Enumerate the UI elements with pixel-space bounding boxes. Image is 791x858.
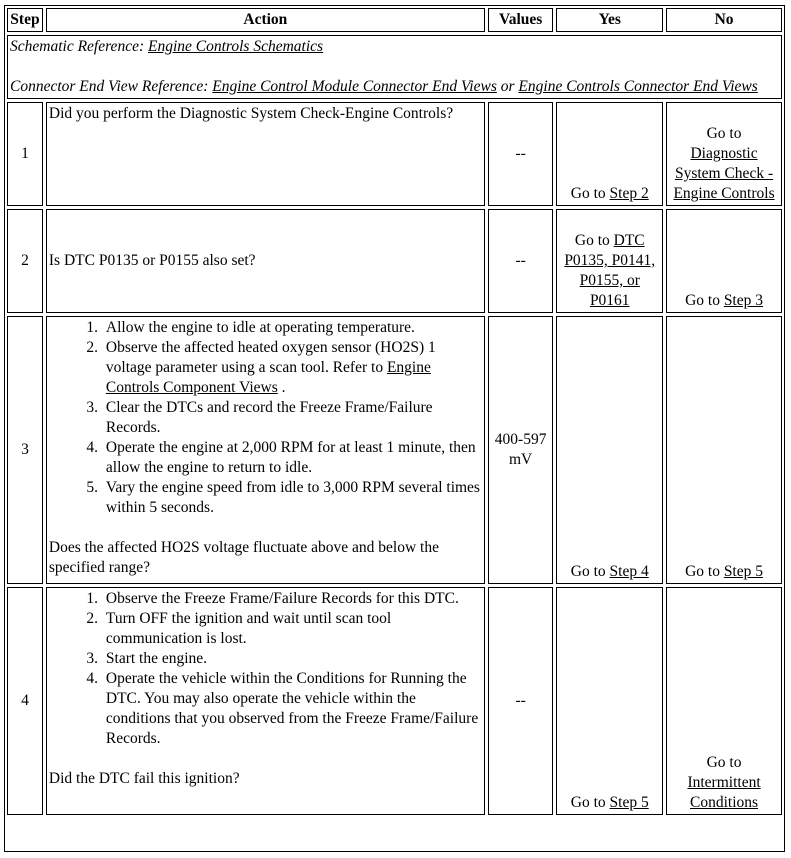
schematic-reference <box>10 37 779 57</box>
header-action: Action <box>46 8 485 32</box>
ecm-connector-end-views-link[interactable]: Engine Control Module Connector End Views <box>212 78 497 95</box>
yes-prefix: Go to <box>570 185 610 202</box>
step-no <box>666 102 782 206</box>
step-number: 3 <box>7 316 43 584</box>
step-action: Did you perform the Diagnostic System Check-Engine Controls? <box>46 102 485 206</box>
header-yes: Yes <box>556 8 663 32</box>
list-item-suffix: . <box>277 379 286 396</box>
yes-link[interactable]: DTC P0135, P0141, P0155, or P0161 <box>564 232 656 309</box>
step-number: 1 <box>7 102 43 206</box>
step-question: Did the DTC fail this ignition? <box>48 770 240 787</box>
list-item: 3. Start the engine. <box>102 649 482 669</box>
header-step: Step <box>7 8 43 32</box>
header-values: Values <box>488 8 554 32</box>
no-link[interactable]: Step 5 <box>723 563 763 580</box>
step-values: -- <box>488 102 554 206</box>
no-link[interactable]: Diagnostic System Check - Engine Controls <box>673 145 775 202</box>
list-item: 4. Operate the vehicle within the Conditions for Running the DTC. You may also operate the vehicle within the conditions that you observed from the Freeze Frame/Failure Records. <box>102 669 482 749</box>
step-yes <box>556 316 663 584</box>
list-item: 4. Operate the engine at 2,000 RPM for at least 1 minute, then allow the engine to return to idle. <box>102 438 482 478</box>
list-item-text: Observe the affected heated oxygen sensor (HO2S) 1 voltage parameter using a scan tool. Refer to <box>105 339 436 376</box>
yes-link[interactable]: Step 2 <box>609 185 649 202</box>
step-no <box>666 587 782 815</box>
step-yes <box>556 587 663 815</box>
step-4-list <box>49 589 482 749</box>
yes-prefix: Go to <box>570 794 610 811</box>
step-values: -- <box>488 209 554 313</box>
step-values: -- <box>488 587 554 815</box>
schematic-reference-link[interactable]: Engine Controls Schematics <box>148 38 324 55</box>
step-3-list <box>49 318 482 518</box>
list-item <box>102 338 482 398</box>
step-yes <box>556 209 663 313</box>
step-values: 400-597 mV <box>488 316 554 584</box>
no-prefix: Go to <box>706 125 742 142</box>
connector-reference <box>10 77 779 97</box>
engine-controls-connector-end-views-link[interactable]: Engine Controls Connector End Views <box>518 78 758 95</box>
step-action <box>46 316 485 584</box>
no-prefix: Go to <box>685 563 724 580</box>
component-views-link[interactable]: Engine Controls Component Views <box>105 359 431 396</box>
list-item: 2. Turn OFF the ignition and wait until scan tool communication is lost. <box>102 609 482 649</box>
step-action: Is DTC P0135 or P0155 also set? <box>46 209 485 313</box>
connector-or-text: or <box>496 78 519 95</box>
yes-prefix: Go to <box>574 232 614 249</box>
connector-reference-label: Connector End View Reference: <box>10 78 213 95</box>
diagnostic-table <box>4 5 785 818</box>
no-link[interactable]: Intermittent Conditions <box>687 774 761 811</box>
schematic-reference-label: Schematic Reference: <box>10 38 148 55</box>
step-number: 4 <box>7 587 43 815</box>
step-no <box>666 209 782 313</box>
step-no <box>666 316 782 584</box>
list-item: 1. Allow the engine to idle at operating temperature. <box>102 318 482 338</box>
table-row-step-2 <box>7 209 782 313</box>
list-item: 5. Vary the engine speed from idle to 3,000 RPM several times within 5 seconds. <box>102 478 482 518</box>
yes-link[interactable]: Step 5 <box>609 794 649 811</box>
table-row-step-4 <box>7 587 782 815</box>
table-row-step-3 <box>7 316 782 584</box>
list-item: 3. Clear the DTCs and record the Freeze Frame/Failure Records. <box>102 398 482 438</box>
header-no: No <box>666 8 782 32</box>
reference-cell <box>7 35 782 99</box>
yes-prefix: Go to <box>570 563 610 580</box>
step-question: Does the affected HO2S voltage fluctuate above and below the specified range? <box>48 539 439 576</box>
step-number: 2 <box>7 209 43 313</box>
no-prefix: Go to <box>706 754 742 771</box>
header-row <box>7 8 782 32</box>
yes-link[interactable]: Step 4 <box>609 563 649 580</box>
step-action <box>46 587 485 815</box>
step-yes <box>556 102 663 206</box>
no-prefix: Go to <box>685 292 724 309</box>
diagnostic-table-frame <box>4 5 785 852</box>
table-row-step-1 <box>7 102 782 206</box>
reference-row <box>7 35 782 99</box>
list-item: 1. Observe the Freeze Frame/Failure Records for this DTC. <box>102 589 482 609</box>
no-link[interactable]: Step 3 <box>723 292 763 309</box>
